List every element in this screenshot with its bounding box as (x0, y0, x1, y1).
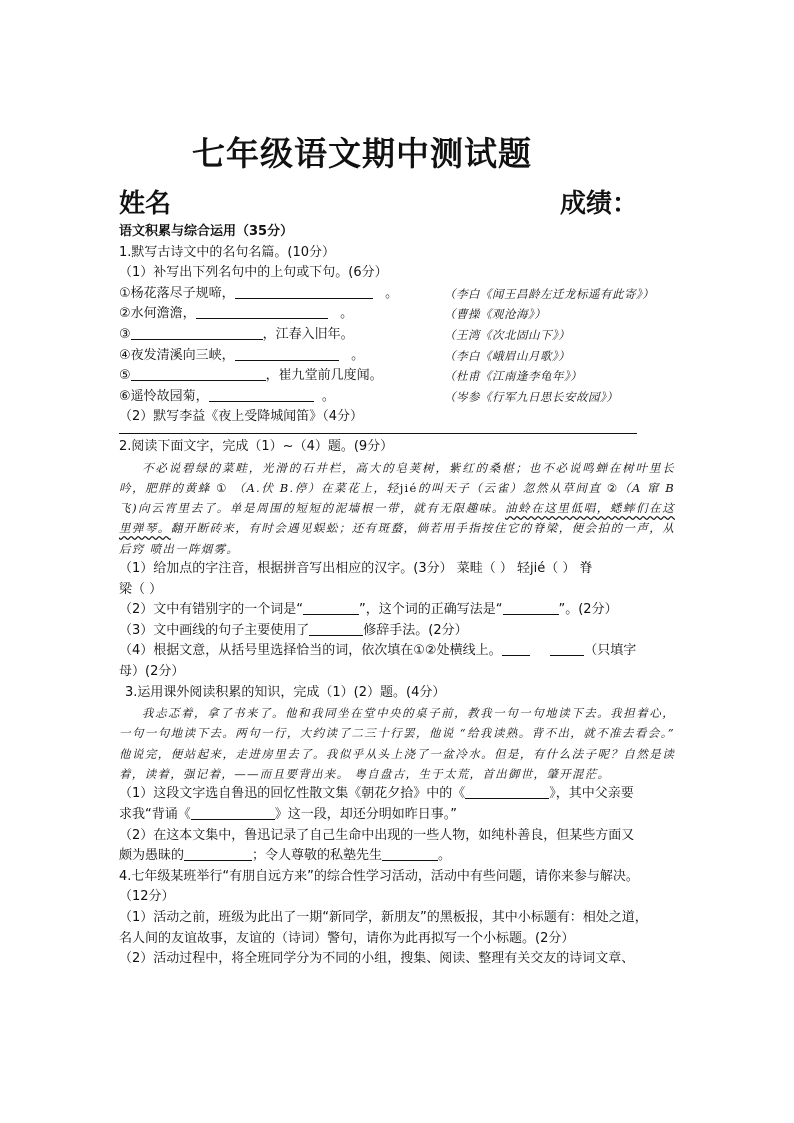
q3-passage: 我忐忑着，拿了书来了。他和我同坐在堂中央的桌子前，教我一句一句地读下去。我担着心，一句一句地读下去。两句一行，大约读了二三十行罢，他说 “给我读熟。背不出，就不准去看会。” 他说完，便站起来，走进房里去了。我似乎从头上浇了一盆冷水。但是，有什么法子呢？自然是读着，读着，强记着，——而且要背出来。 粤自盘古，生于太荒，首出御世，肇开混茫。 (119, 706, 675, 782)
q2-s1-cont: 梁（ ） (119, 581, 163, 597)
poem-source: （王湾《次北固山下》） (444, 327, 571, 342)
q3-s1-cont: 求我“背诵《 》这一段，却还分明如昨日事。” (119, 806, 457, 822)
q2-s1: （1）给加点的字注音，根据拼音写出相应的汉字。(3分） 菜畦（ ） 轻jié（ ） 脊 (119, 561, 593, 577)
answer-blank[interactable] (303, 600, 359, 615)
q4-s1-cont: 名人间的友谊故事，友谊的（诗词）警句，请你为此再拟写一个小标题。(2分） (119, 930, 575, 946)
q1-sub2: （2）默写李益《夜上受降城闻笛》（4分） (119, 409, 364, 425)
answer-blank[interactable] (131, 366, 266, 381)
poem-source: （李白《峨眉山月歌》） (444, 348, 571, 363)
poem-source: （曹操《观沧海》） (444, 307, 547, 322)
answer-blank[interactable] (550, 641, 584, 656)
q3-s1: （1）这段文字选自鲁迅的回忆性散文集《朝花夕拾》中的《 》，其中父亲要 (119, 786, 634, 802)
q4-s2: （2）活动过程中，将全班同学分为不同的小组，搜集、阅读、整理有关交友的诗词文章、 (119, 951, 635, 967)
underlined-sentence: 油蛉在这里低唱，蟋蟀们在这里弹琴。 (119, 501, 676, 536)
poem-source: （岑参《行军九日思长安故园》） (444, 389, 619, 404)
answer-blank[interactable] (503, 600, 559, 615)
name-label: 姓名 (119, 189, 172, 219)
answer-blank[interactable] (235, 284, 373, 299)
poem-line-4: ④夜发清溪向三峡， 。 （李白《峨眉山月歌》） (119, 346, 679, 367)
exam-content (119, 222, 679, 970)
q2-s4: （4）根据文意，从括号里选择恰当的词，依次填在①②处横线上。 （只填字 (119, 643, 637, 659)
q4-heading: 4.七年级某班举行“有朋自远方来”的综合性学习活动，活动中有些问题，请你来参与解决。 (119, 868, 639, 884)
answer-blank[interactable] (309, 621, 363, 636)
q3-s2: （2）在这本文集中，鲁迅记录了自己生命中出现的一些人物，如纯朴善良，但某些方面又 (119, 827, 635, 843)
q3-heading: 3.运用课外阅读积累的知识，完成（1）(2）题。(4分） (125, 684, 446, 700)
poem-line-6: ⑥遥怜故园菊， 。 （岑参《行军九日思长安故园》） (119, 387, 679, 408)
score-label: 成绩： (560, 189, 639, 219)
q4-s1: （1）活动之前，班级为此出了一期“新同学，新朋友”的黑板报，其中小标题有：相处之道， (119, 909, 648, 925)
answer-blank[interactable] (191, 805, 275, 820)
q1-sub1: （1）补写出下列名句中的上句或下句。(6分） (119, 265, 388, 281)
poem-line-3: ③ ，江春入旧年。 （王湾《次北固山下》） (119, 325, 679, 346)
answer-blank[interactable] (502, 641, 530, 656)
answer-blank[interactable] (235, 346, 339, 361)
answer-blank[interactable] (196, 304, 328, 319)
q2-s3: （3）文中画线的句子主要使用了 修辞手法。(2分） (119, 622, 468, 638)
poem-line-2: ②水何澹澹， 。 （曹操《观沧海》） (119, 304, 679, 325)
answer-line[interactable] (119, 432, 637, 434)
section-heading: 语文积累与综合运用（35分） (119, 224, 294, 239)
answer-blank[interactable] (131, 325, 263, 340)
answer-blank[interactable] (382, 846, 438, 861)
q2-passage: 不必说碧绿的菜畦，光滑的石井栏，高大的皂荚树，紫红的桑椹；也不必说鸣蝉在树叶里长吟，肥胖的黄蜂 ① （A.伏 B.停）在菜花上，轻jié的叫天子（云雀）忽然从草间直 ②（A 窜 B 飞)向云宵里去了。单是周围的短短的泥墙根一带，就有无限趣味。油蛉在这里低唱，蟋蟀们在这里弹琴。翻开断砖来，有时会遇见蜈蚣；还有斑蝥，倘若用手指按住它的脊梁，便会拍的一声，从后窍 喷出一阵烟雾。 (119, 460, 676, 556)
page-title: 七年级语文期中测试题 (192, 134, 532, 173)
poem-source: （李白《闻王昌龄左迁龙标遥有此寄》） (444, 286, 655, 301)
poem-line-1: ①杨花落尽子规啼， 。 （李白《闻王昌龄左迁龙标遥有此寄》） (119, 284, 679, 305)
poem-source: （杜甫《江南逢李龟年》） (444, 369, 583, 384)
answer-blank[interactable] (184, 846, 252, 861)
q2-s2: （2）文中有错别字的一个词是“ ”，这个词的正确写法是“ ”。(2分） (119, 602, 618, 618)
q2-s4-cont: 母）(2分） (119, 663, 185, 679)
q4-heading-cont: （12分） (119, 889, 175, 905)
q3-s2-cont: 颇为愚昧的 ；令人尊敬的私塾先生 。 (119, 848, 452, 864)
poem-line-5: ⑤ ，崔九堂前几度闻。 （杜甫《江南逢李龟年》） (119, 366, 679, 387)
q2-heading: 2.阅读下面文字，完成（1）~（4）题。(9分） (119, 438, 394, 454)
answer-blank[interactable] (209, 387, 314, 402)
answer-blank[interactable] (465, 784, 549, 799)
q1-heading: 1.默写古诗文中的名句名篇。(10分） (119, 244, 336, 260)
